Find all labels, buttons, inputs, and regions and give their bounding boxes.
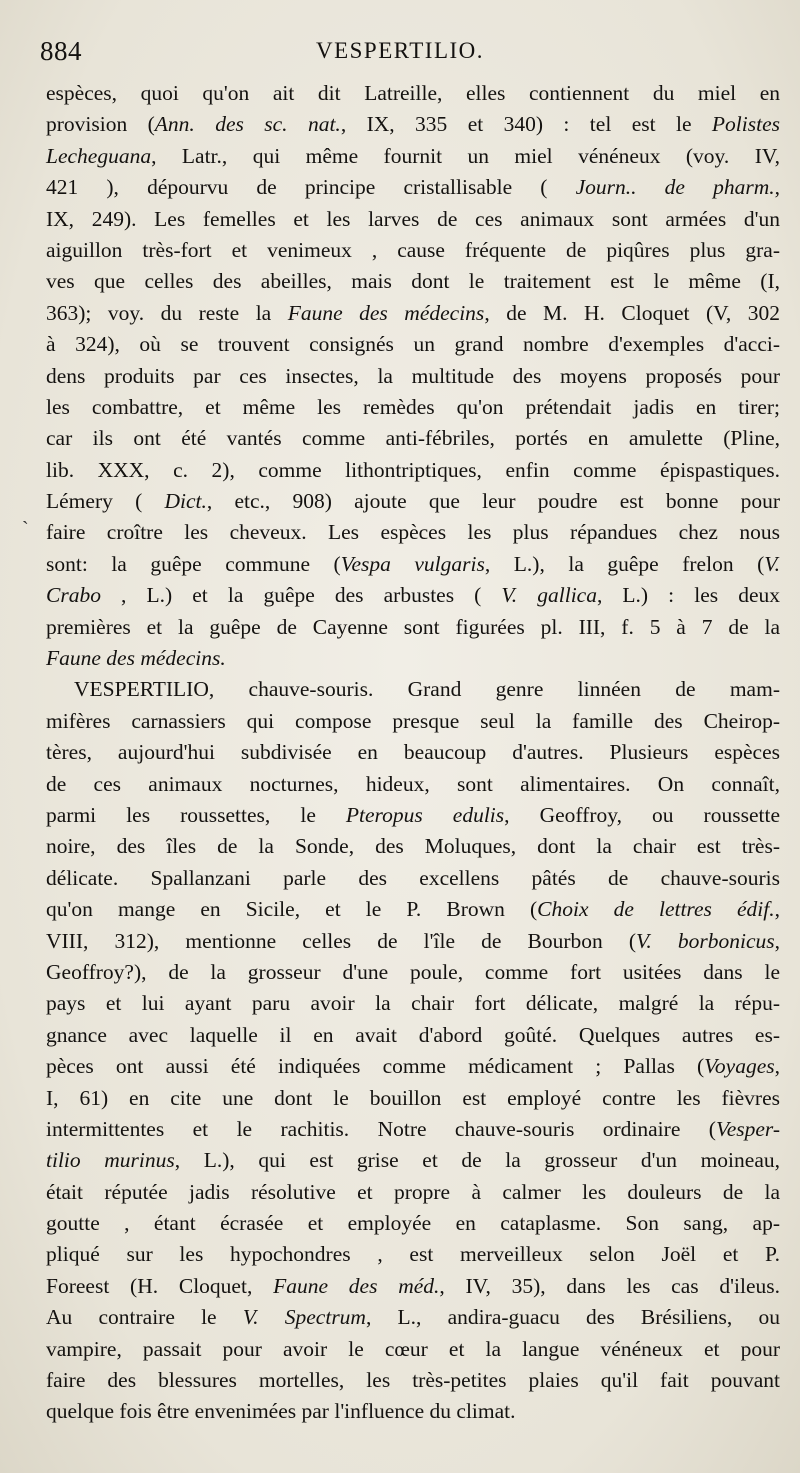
text-line: noire, des îles de la Sonde, des Moluques, dont la chair est très- [46, 834, 780, 859]
text-line: à 324), où se trouvent consignés un grand nombre d'exemples d'acci- [46, 332, 780, 357]
text-line: tilio murinus, L.), qui est grise et de la grosseur d'un moineau, [46, 1148, 780, 1173]
text-line: Faune des médecins. [46, 646, 226, 671]
text-line: était réputée jadis résolutive et propre à calmer les douleurs de la [46, 1179, 780, 1204]
text-line: faire des blessures mortelles, les très-petites plaies qu'il fait pouvant [46, 1368, 780, 1393]
text-line: vampire, passait pour avoir le cœur et la langue vénéneux et pour [46, 1336, 780, 1361]
text-line: goutte , étant écrasée et employée en cataplasme. Son sang, ap- [46, 1211, 780, 1236]
text-line: dens produits par ces insectes, la multitude des moyens proposés pour [46, 363, 780, 388]
text-line: quelque fois être envenimées par l'influence du climat. [46, 1399, 516, 1424]
text-body [46, 78, 780, 1428]
text-line: qu'on mange en Sicile, et le P. Brown (Choix de lettres édif., [46, 897, 780, 922]
text-line: les combattre, et même les remèdes qu'on prétendait jadis en tirer; [46, 394, 780, 419]
text-line: IX, 249). Les femelles et les larves de ces animaux sont armées d'un [46, 206, 780, 231]
text-line: intermittentes et le rachitis. Notre chauve-souris ordinaire (Vesper- [46, 1116, 780, 1141]
text-line: sont: la guêpe commune (Vespa vulgaris, L.), la guêpe frelon (V. [46, 551, 781, 576]
text-line: ves que celles des abeilles, mais dont le traitement est le même (I, [46, 269, 780, 294]
text-line: VIII, 312), mentionne celles de l'île de Bourbon (V. borbonicus, [46, 928, 780, 953]
text-line: 421 ), dépourvu de principe cristallisable ( Journ.. de pharm., [46, 175, 780, 200]
text-line: pèces ont aussi été indiquées comme médicament ; Pallas (Voyages, [46, 1054, 780, 1079]
text-line: faire croître les cheveux. Les espèces les plus répandues chez nous [46, 520, 780, 545]
text-line: Lecheguana, Latr., qui même fournit un miel vénéneux (voy. IV, [46, 143, 780, 168]
text-line: de ces animaux nocturnes, hideux, sont alimentaires. On connaît, [46, 771, 780, 796]
text-line: tères, aujourd'hui subdivisée en beaucoup d'autres. Plusieurs espèces [46, 740, 780, 765]
text-line: parmi les roussettes, le Pteropus edulis, Geoffroy, ou roussette [46, 802, 780, 827]
text-line: Foreest (H. Cloquet, Faune des méd., IV, 35), dans les cas d'ileus. [46, 1273, 780, 1298]
text-line: car ils ont été vantés comme anti-fébriles, portés en amulette (Pline, [46, 426, 780, 451]
text-line: pays et lui ayant paru avoir la chair fort délicate, malgré la répu- [46, 991, 780, 1016]
text-line: I, 61) en cite une dont le bouillon est employé contre les fièvres [46, 1085, 780, 1110]
page-header [40, 36, 760, 70]
text-line: Geoffroy?), de la grosseur d'une poule, comme fort usitées dans le [46, 959, 780, 984]
text-line: gnance avec laquelle il en avait d'abord goûté. Quelques autres es- [46, 1022, 780, 1047]
running-head: VESPERTILIO. [315, 38, 485, 63]
text-line: pliqué sur les hypochondres , est merveilleux selon Joël et P. [46, 1242, 780, 1267]
text-line: lib. XXX, c. 2), comme lithontriptiques, enfin comme épispastiques. [46, 457, 780, 482]
text-line: Crabo , L.) et la guêpe des arbustes ( V. gallica, L.) : les deux [46, 583, 781, 608]
page-number: 884 [40, 36, 82, 66]
text-line: espèces, quoi qu'on ait dit Latreille, elles contiennent du miel en [46, 81, 780, 105]
text-line: provision (Ann. des sc. nat., IX, 335 et 340) : tel est le Polistes [46, 112, 780, 137]
text-line: VESPERTILIO, chauve-souris. Grand genre linnéen de mam- [74, 677, 780, 702]
text-line: premières et la guêpe de Cayenne sont figurées pl. III, f. 5 à 7 de la [46, 614, 780, 639]
text-line: Lémery ( Dict., etc., 908) ajoute que leur poudre est bonne pour [46, 489, 781, 514]
text-line: Au contraire le V. Spectrum, L., andira-guacu des Brésiliens, ou [46, 1305, 780, 1330]
text-line: 363); voy. du reste la Faune des médecins, de M. H. Cloquet (V, 302 [46, 300, 780, 325]
text-line: mifères carnassiers qui compose presque seul la famille des Cheirop- [46, 708, 780, 733]
text-line: aiguillon très-fort et venimeux , cause fréquente de piqûres plus gra- [46, 237, 780, 262]
text-line: délicate. Spallanzani parle des excellens pâtés de chauve-souris [46, 865, 780, 890]
margin-mark: ` [22, 518, 29, 540]
